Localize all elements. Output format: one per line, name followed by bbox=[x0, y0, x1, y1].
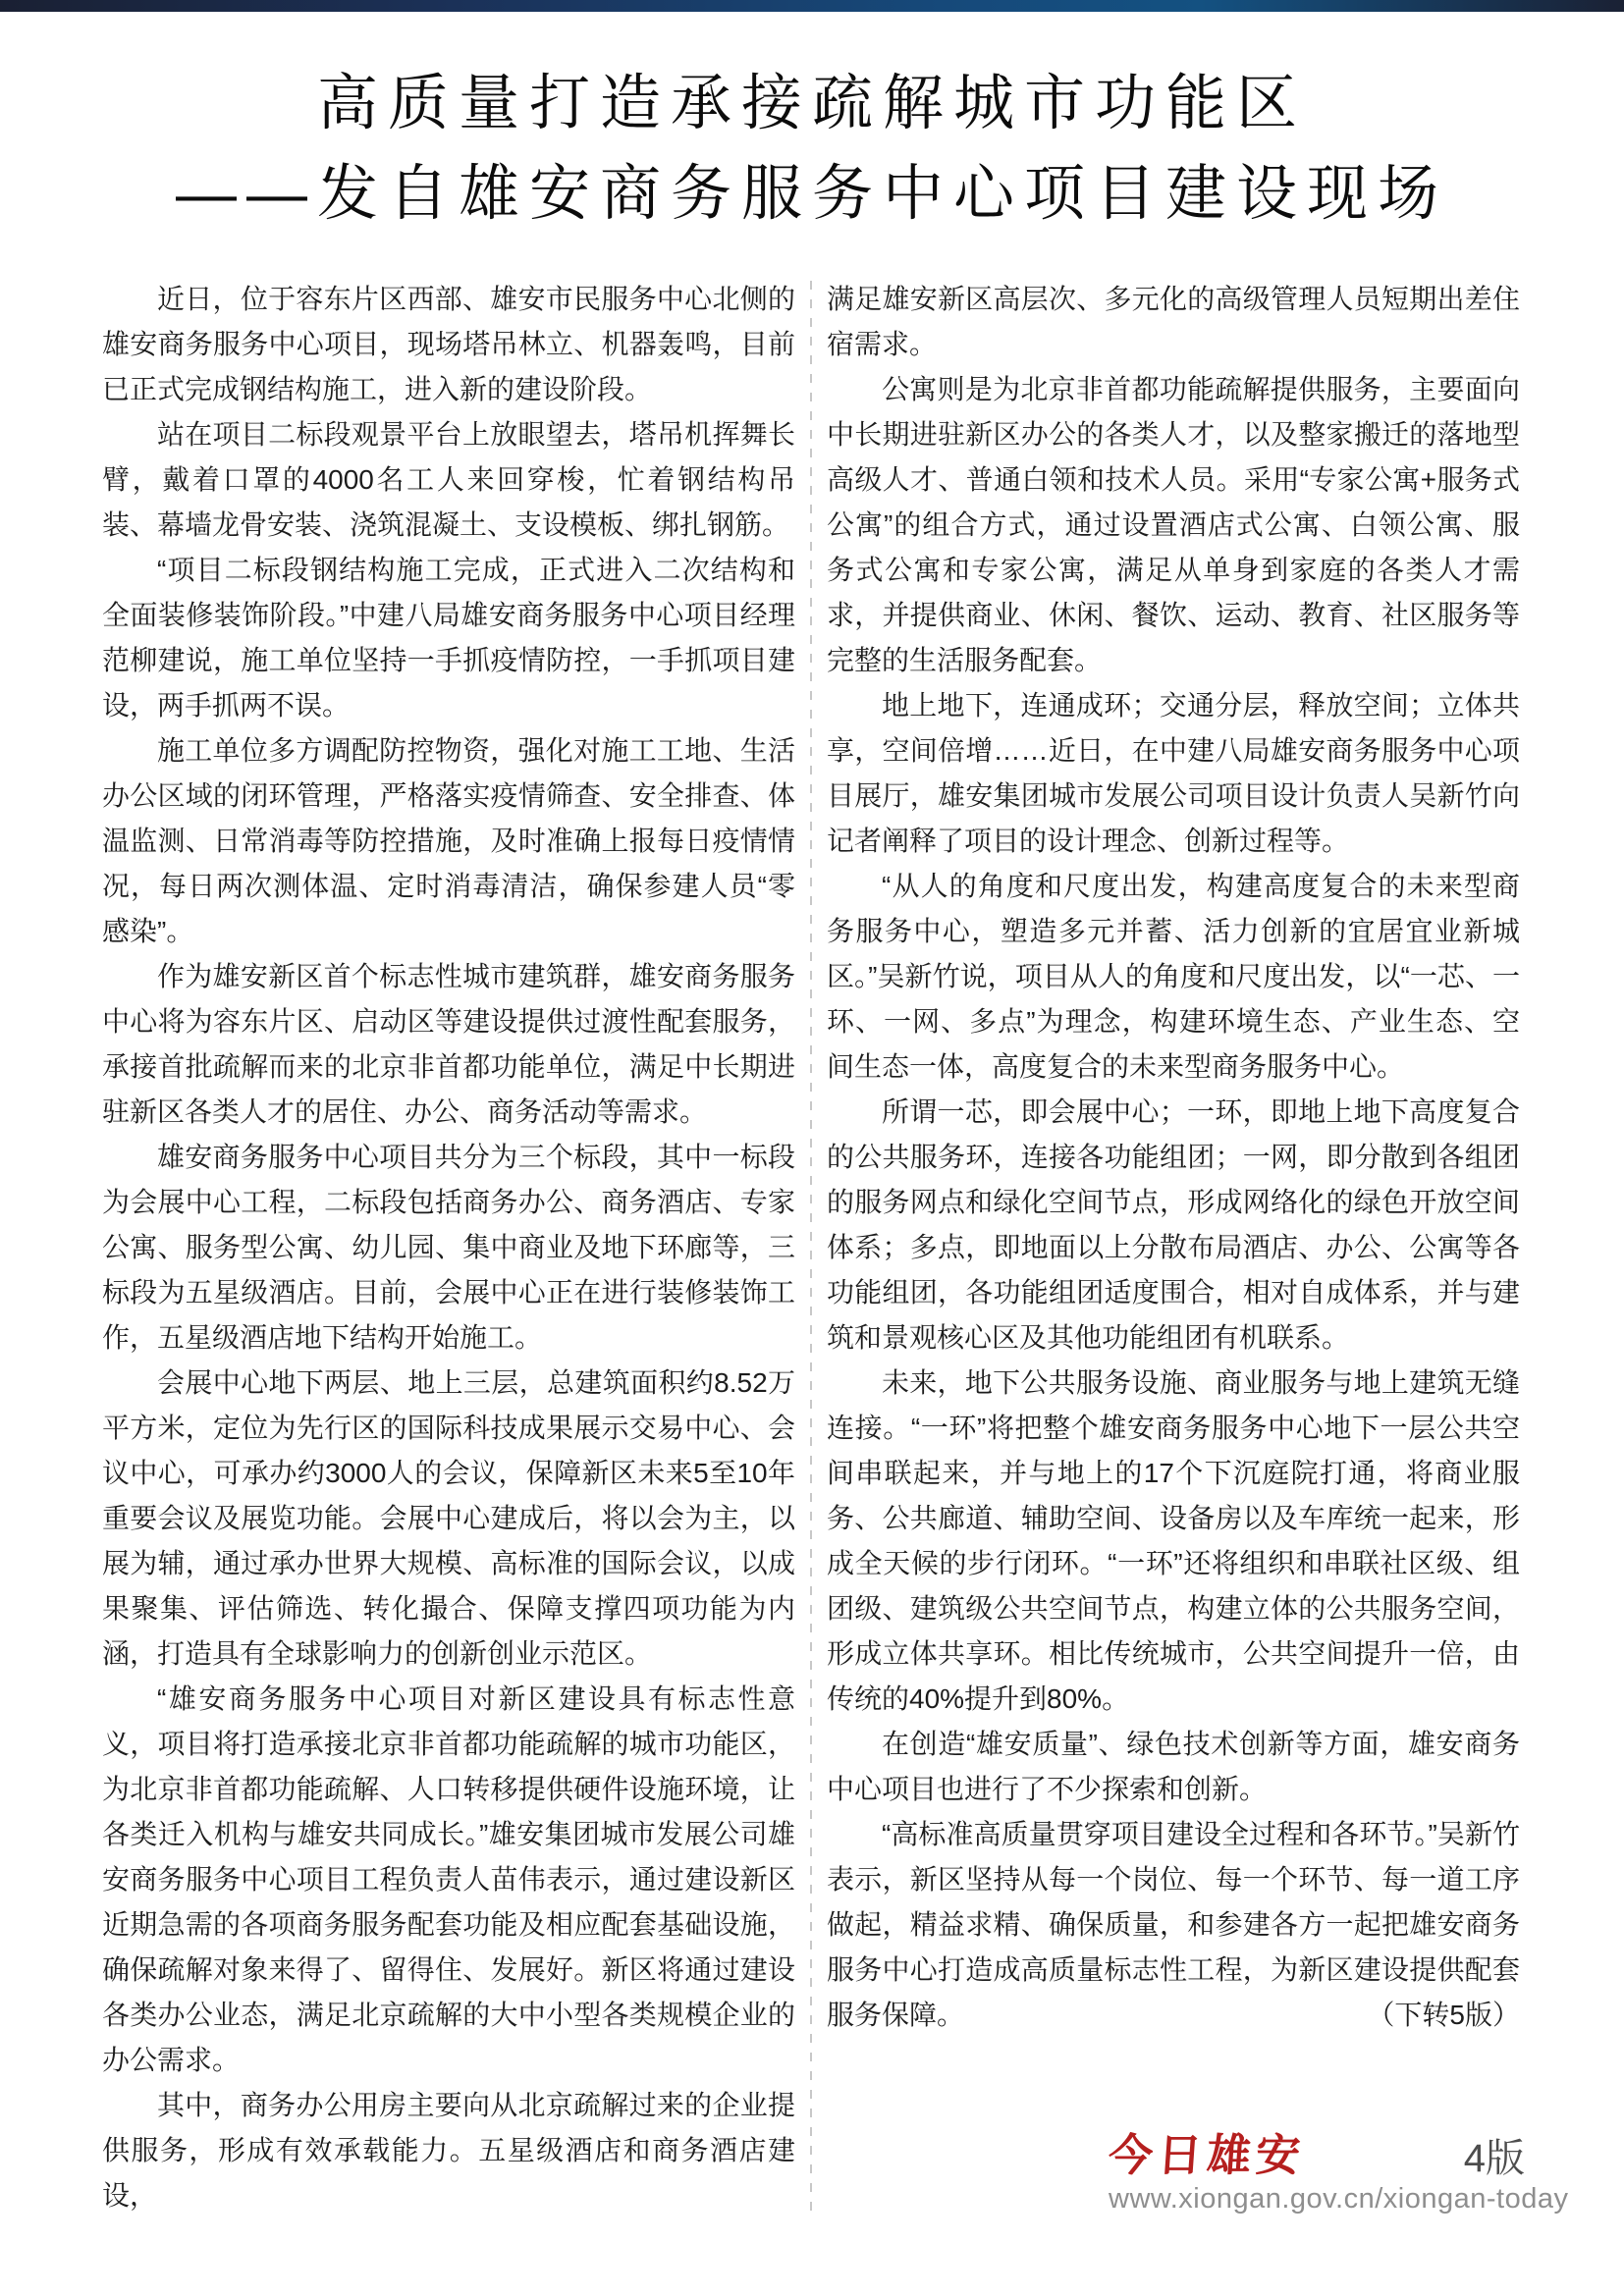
page-footer bbox=[1107, 2131, 1569, 2216]
jump-note-text: （下转5版） bbox=[1367, 2000, 1520, 2030]
paragraph: 公寓则是为北京非首都功能疏解提供服务，主要面向中长期进驻新区办公的各类人才，以及整家搬迁的落地型高级人才、普通白领和技术人员。采用“专家公寓+服务式公寓”的组合方式，通过设置酒店式公寓、白领公寓、服务式公寓和专家公寓，满足从单身到家庭的各类人才需求，并提供商业、休闲、餐饮、运动、教育、社区服务等完整的生活服务配套。 bbox=[827, 374, 1520, 675]
article-column-left bbox=[102, 277, 795, 2218]
paragraph: “高标准高质量贯穿项目建设全过程和各环节。”吴新竹表示，新区坚持从每一个岗位、每一个环节、每一道工序做起，精益求精、确保质量，和参建各方一起把雄安商务服务中心打造成高质量标志性工程，为新区建设提供配套服务保障。 bbox=[827, 1819, 1520, 2030]
paragraph: “从人的角度和尺度出发，构建高度复合的未来型商务服务中心，塑造多元并蓄、活力创新的宜居宜业新城区。”吴新竹说，项目从人的角度和尺度出发，以“一芯、一环、一网、多点”为理念，构建环境生态、产业生态、空间生态一体，高度复合的未来型商务服务中心。 bbox=[827, 871, 1520, 1082]
paragraph: 地上地下，连通成环；交通分层，释放空间；立体共享，空间倍增……近日，在中建八局雄安商务服务中心项目展厅，雄安集团城市发展公司项目设计负责人吴新竹向记者阐释了项目的设计理念、创新过程等。 bbox=[827, 690, 1520, 856]
right-column-paragraphs bbox=[827, 277, 1520, 2038]
article-title-line-2: ——发自雄安商务服务中心项目建设现场 bbox=[175, 160, 1448, 228]
paragraph: 近日，位于容东片区西部、雄安市民服务中心北侧的雄安商务服务中心项目，现场塔吊林立、机器轰鸣，目前已正式完成钢结构施工，进入新的建设阶段。 bbox=[102, 284, 795, 404]
paragraph: “雄安商务服务中心项目对新区建设具有标志性意义，项目将打造承接北京非首都功能疏解的城市功能区，为北京非首都功能疏解、人口转移提供硬件设施环境，让各类迁入机构与雄安共同成长。”雄安集团城市发展公司雄安商务服务中心项目工程负责人苗伟表示，通过建设新区近期急需的各项商务服务配套功能及相应配套基础设施，确保疏解对象来得了、留得住、发展好。新区将通过建设各类办公业态，满足北京疏解的大中小型各类规模企业的办公需求。 bbox=[102, 1683, 795, 2075]
article-title-line-1: 高质量打造承接疏解城市功能区 bbox=[316, 70, 1307, 137]
article-title bbox=[0, 59, 1624, 240]
paragraph: “项目二标段钢结构施工完成，正式进入二次结构和全面装修装饰阶段。”中建八局雄安商务服务中心项目经理范柳建说，施工单位坚持一手抓疫情防控，一手抓项目建设，两手抓两不误。 bbox=[102, 555, 795, 721]
paragraph: 其中，商务办公用房主要向从北京疏解过来的企业提供服务，形成有效承载能力。五星级酒店和商务酒店建设， bbox=[102, 2090, 795, 2211]
page-number: 4版 bbox=[1463, 2137, 1525, 2180]
paragraph: 会展中心地下两层、地上三层，总建筑面积约8.52万平方米，定位为先行区的国际科技成果展示交易中心、会议中心，可承办约3000人的会议，保障新区未来5至10年重要会议及展览功能。会展中心建成后，将以会为主，以展为辅，通过承办世界大规模、高标准的国际会议，以成果聚集、评估筛选、转化撮合、保障支撑四项功能为内涵，打造具有全球影响力的创新创业示范区。 bbox=[102, 1367, 795, 1669]
footer-url: www.xiongan.gov.cn/xiongan-today bbox=[1109, 2183, 1569, 2215]
paragraph: 满足雄安新区高层次、多元化的高级管理人员短期出差住宿需求。 bbox=[827, 284, 1520, 359]
paragraph: 在创造“雄安质量”、绿色技术创新等方面，雄安商务中心项目也进行了不少探索和创新。 bbox=[827, 1729, 1520, 1804]
paragraph: 未来，地下公共服务设施、商业服务与地上建筑无缝连接。“一环”将把整个雄安商务服务中心地下一层公共空间串联起来，并与地上的17个下沉庭院打通，将商业服务、公共廊道、辅助空间、设备房以及车库统一起来，形成全天候的步行闭环。“一环”还将组织和串联社区级、组团级、建筑级公共空间节点，构建立体的公共服务空间，形成立体共享环。相比传统城市，公共空间提升一倍，由传统的40%提升到80%。 bbox=[827, 1367, 1520, 1714]
paragraph: 站在项目二标段观景平台上放眼望去，塔吊机挥舞长臂，戴着口罩的4000名工人来回穿梭，忙着钢结构吊装、幕墙龙骨安装、浇筑混凝土、支设模板、绑扎钢筋。 bbox=[102, 419, 795, 540]
paragraph: 所谓一芯，即会展中心；一环，即地上地下高度复合的公共服务环，连接各功能组团；一网，即分散到各组团的服务网点和绿化空间节点，形成网络化的绿色开放空间体系；多点，即地面以上分散布局酒店、办公、公寓等各功能组团，各功能组团适度围合，相对自成体系，并与建筑和景观核心区及其他功能组团有机联系。 bbox=[827, 1096, 1520, 1353]
article-column-right bbox=[827, 277, 1520, 2218]
newspaper-logo: 今日雄安 bbox=[1107, 2131, 1307, 2180]
paragraph: 作为雄安新区首个标志性城市建筑群，雄安商务服务中心将为容东片区、启动区等建设提供过渡性配套服务，承接首批疏解而来的北京非首都功能单位，满足中长期进驻新区各类人才的居住、办公、商务活动等需求。 bbox=[102, 961, 795, 1127]
paragraph: 施工单位多方调配防控物资，强化对施工工地、生活办公区域的闭环管理，严格落实疫情筛查、安全排查、体温监测、日常消毒等防控措施，及时准确上报每日疫情情况，每日两次测体温、定时消毒清洁，确保参建人员“零感染”。 bbox=[102, 735, 795, 946]
paragraph: 雄安商务服务中心项目共分为三个标段，其中一标段为会展中心工程，二标段包括商务办公、商务酒店、专家公寓、服务型公寓、幼儿园、集中商业及地下环廊等，三标段为五星级酒店。目前，会展中心正在进行装修装饰工作，五星级酒店地下结构开始施工。 bbox=[102, 1142, 795, 1353]
masthead-gradient-bar bbox=[0, 0, 1624, 12]
footer-top-row bbox=[1107, 2131, 1525, 2180]
article-body bbox=[102, 277, 1522, 2218]
column-divider bbox=[810, 281, 812, 2218]
